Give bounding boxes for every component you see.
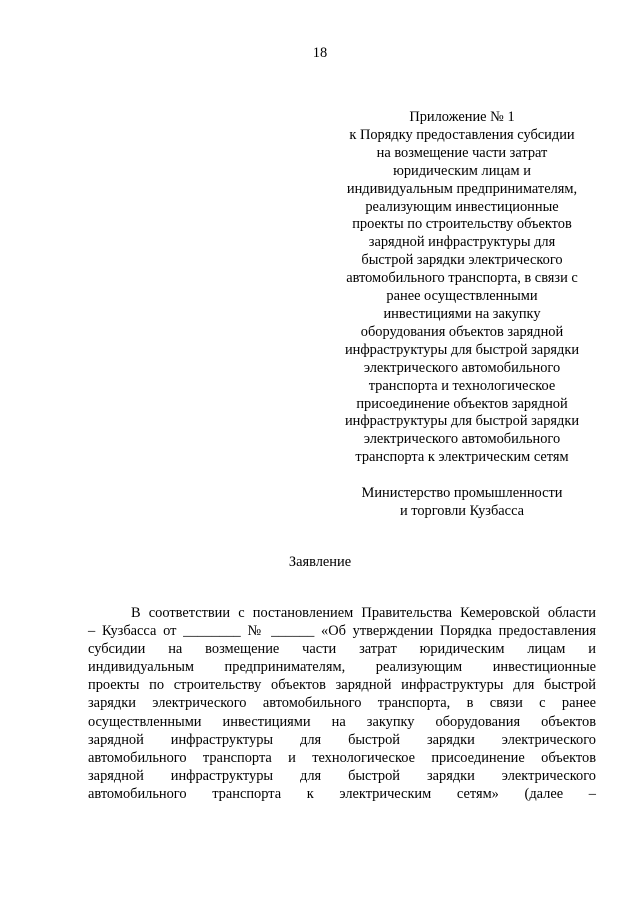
appendix-line: инфраструктуры для быстрой зарядки <box>344 413 580 430</box>
addressee-line: и торговли Кузбасса <box>399 503 525 519</box>
appendix-line: Приложение № 1 <box>409 109 515 125</box>
appendix-line: автомобильного транспорта, в связи с <box>346 270 578 287</box>
body-line: проекты по строительству объектов зарядной инфраструктуры для быстрой <box>88 677 596 694</box>
body-line: зарядной инфраструктуры для быстрой зарядки электрического <box>88 767 596 784</box>
appendix-line: ранее осуществленными <box>386 288 538 305</box>
appendix-line: оборудования объектов зарядной <box>360 323 564 340</box>
body-line: зарядки электрического автомобильного транспорта, в связи с ранее <box>88 695 596 712</box>
appendix-line: быстрой зарядки электрического <box>361 252 563 269</box>
appendix-line: индивидуальным предпринимателям, <box>346 180 578 197</box>
page-number: 18 <box>312 45 328 61</box>
body-line: автомобильного транспорта к электрическим сетям» (далее – <box>88 785 596 802</box>
body-line: индивидуальным предпринимателям, реализующим инвестиционные <box>88 659 596 676</box>
body-line: автомобильного транспорта и технологическое присоединение объектов <box>88 749 596 766</box>
addressee-line: Министерство промышленности <box>361 485 563 501</box>
appendix-line: зарядной инфраструктуры для <box>368 234 556 251</box>
appendix-line: присоединение объектов зарядной <box>356 395 568 412</box>
appendix-line: реализующим инвестиционные <box>365 198 559 215</box>
appendix-line: транспорта и технологическое <box>368 377 556 394</box>
appendix-line: инфраструктуры для быстрой зарядки <box>344 341 580 358</box>
body-line: – Кузбасса от ________ № ______ «Об утверждении Порядка предоставления <box>88 623 596 640</box>
appendix-line: электрического автомобильного <box>363 359 561 376</box>
appendix-line: на возмещение части затрат <box>376 144 548 161</box>
body-line: субсидии на возмещение части затрат юридическим лицам и <box>88 641 596 658</box>
appendix-line: инвестициями на закупку <box>383 305 541 322</box>
body-line: осуществленными инвестициями на закупку оборудования объектов <box>88 713 596 730</box>
appendix-line: юридическим лицам и <box>393 162 531 179</box>
appendix-line: транспорта к электрическим сетям <box>355 449 569 466</box>
body-line: В соответствии с постановлением Правительства Кемеровской области <box>131 605 596 621</box>
body-paragraph <box>88 604 596 803</box>
document-title: Заявление <box>288 554 352 570</box>
body-line: зарядной инфраструктуры для быстрой зарядки электрического <box>88 731 596 748</box>
addressee-block <box>330 484 594 520</box>
appendix-line: проекты по строительству объектов <box>352 216 572 233</box>
appendix-line: к Порядку предоставления субсидии <box>349 126 575 143</box>
appendix-header <box>330 109 594 467</box>
appendix-line: электрического автомобильного <box>363 431 561 448</box>
